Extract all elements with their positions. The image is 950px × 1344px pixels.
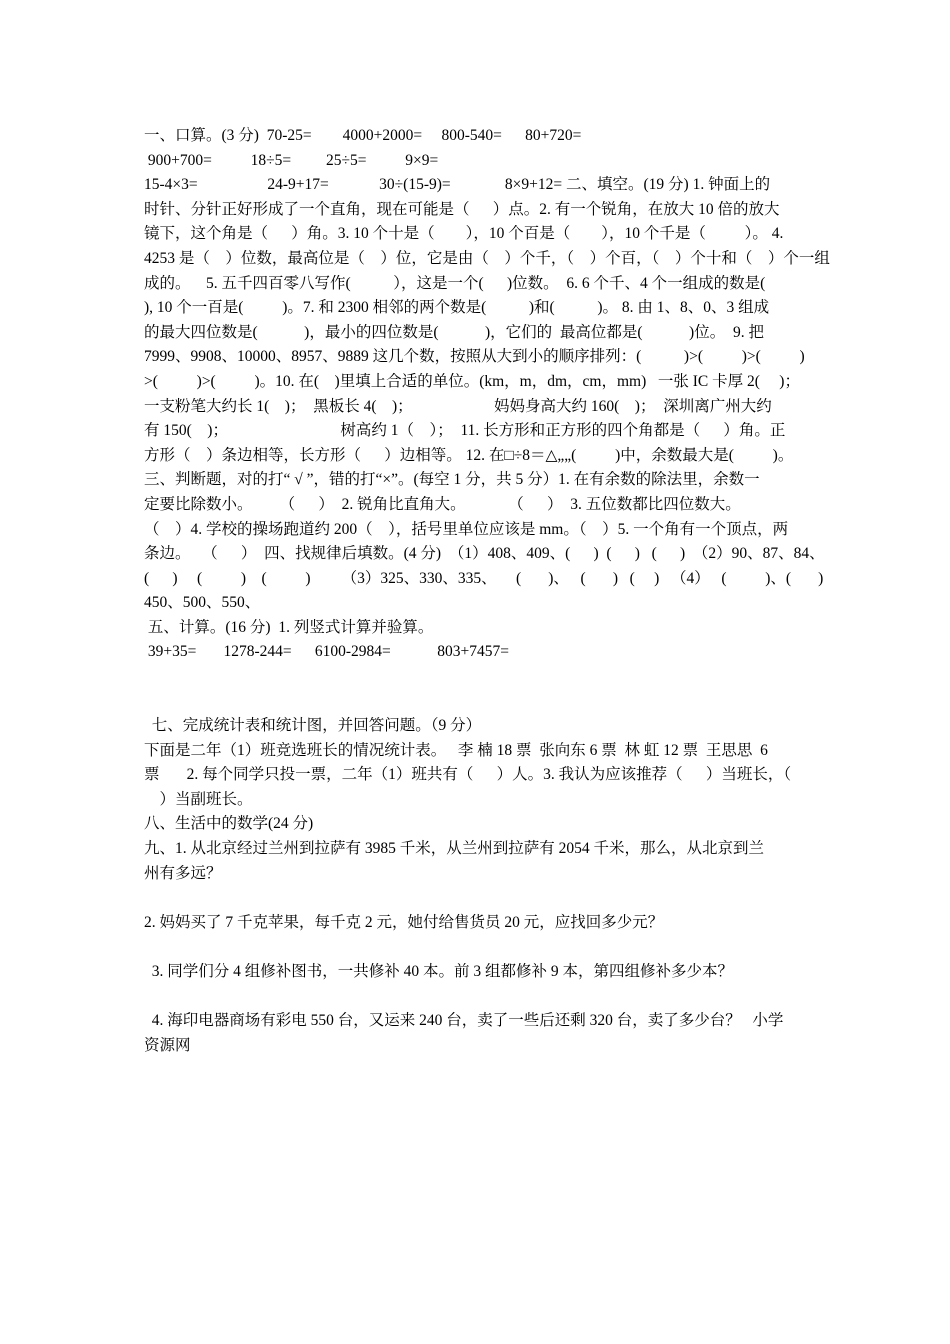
text-line: ), 10 个一百是( )。7. 和 2300 相邻的两个数是( )和( )。 8. 由 1、8、0、3 组成 [144, 299, 770, 317]
text-line: 定要比除数小。 （ ） 2. 锐角比直角大。 （ ） 3. 五位数都比四位数大。 [144, 495, 741, 513]
text-line: 下面是二年（1）班竞选班长的情况统计表。 李 楠 18 票 张向东 6 票 林 虹 12 票 王思思 6 [144, 741, 768, 759]
word-problem-1: 九、1. 从北京经过兰州到拉萨有 3985 千米，从兰州到拉萨有 2054 千米，那么，从北京到兰 [144, 840, 765, 858]
spacer [144, 935, 810, 960]
text-line: 的最大四位数是( )，最小的四位数是( )，它们的 最高位都是( )位。 9. 把 [144, 323, 764, 341]
section-7-heading: 七、完成统计表和统计图，并回答问题。（9 分） [144, 717, 482, 735]
word-problem-2: 2. 妈妈买了 7 千克苹果，每千克 2 元，她付给售货员 20 元，应找回多少元？ [144, 913, 664, 931]
text-line: >( )>( )。10. 在( )里填上合适的单位。(km，m，dm，cm，mm) 一张 IC 卡厚 2( )； [144, 372, 800, 390]
text-line: 900+700= 18÷5= 25÷5= 9×9= [144, 151, 439, 169]
text-line: （ ）4. 学校的操场跑道约 200（ ），括号里单位应该是 mm。（ ）5. 一个角有一个顶点，两 [144, 520, 789, 538]
text-line: 15-4×3= 24-9+17= 30÷(15-9)= 8×9+12= 二、填空。(19 分) 1. 钟面上的 [144, 176, 771, 194]
text-line: 方形（ ）条边相等，长方形（ ）边相等。 12. 在□÷8＝△„„( )中，余数最大是( )。 [144, 446, 794, 464]
text-line: ）当副班长。 [144, 790, 253, 808]
text-line: 450、500、550、 [144, 594, 261, 612]
word-problem-3: 3. 同学们分 4 组修补图书，一共修补 40 本。前 3 组都修补 9 本，第四组修补多少本？ [144, 963, 734, 980]
text-line: 一支粉笔大约长 1( )； 黑板长 4( )； 妈妈身高大约 160( )； 深圳离广州大约 [144, 397, 772, 415]
spacer [144, 985, 810, 1010]
text-line: 4253 是（ ）位数，最高位是（ ）位，它是由（ ）个千，（ ）个百，（ ）个十和（ ）个一组 [144, 249, 830, 267]
text-line: 条边。 （ ） 四、找规律后填数。(4 分) （1）408、409、( ) ( ) ( ) （2）90、87、84、 [144, 545, 825, 563]
text-line: 成的。 5. 五千四百零八写作( ），这是一个( )位数。 6. 6 个千、4 个一组成的数是( [144, 274, 766, 292]
text-line: 镜下，这个角是（ ）角。3. 10 个十是（ ），10 个百是（ ），10 个千是（ ）。 4. [144, 225, 784, 243]
word-problem-4-cont: 资源网 [144, 1036, 191, 1054]
section-8-heading: 八、生活中的数学(24 分) [144, 815, 314, 833]
text-line: 票 2. 每个同学只投一票，二年（1）班共有（ ）人。3. 我认为应该推荐（ ）当班长，（ [144, 766, 792, 784]
spacer [144, 665, 810, 714]
text-line: 一、口算。(3 分) 70-25= 4000+2000= 800-540= 80+720= [144, 127, 582, 144]
text-line: 7999、9908、10000、8957、9889 这几个数，按照从大到小的顺序排列：( )>( )>( ) [144, 348, 805, 366]
spacer [144, 886, 810, 911]
section-5-heading: 五、计算。(16 分) 1. 列竖式计算并验算。 [144, 618, 434, 636]
text-line: 有 150( )； 树高约 1（ ）； 11. 长方形和正方形的四个角都是（ ）角。正 [144, 422, 786, 440]
text-line: 时针、分针正好形成了一个直角，现在可能是（ ）点。2. 有一个锐角，在放大 10 倍的放大 [144, 200, 780, 218]
document-body [144, 124, 830, 1058]
word-problem-1-cont: 州有多远？ [144, 864, 222, 882]
calculation-problems: 39+35= 1278-244= 6100-2984= 803+7457= [144, 643, 510, 661]
text-line: ( ) ( ) ( ) （3）325、330、335、 ( )、 ( ) ( ) （4） ( )、( ) [144, 569, 824, 587]
text-line: 三、判断题，对的打“ √ ”，错的打“×”。(每空 1 分，共 5 分）1. 在有余数的除法里，余数一 [144, 471, 760, 489]
word-problem-4: 4. 海印电器商场有彩电 550 台，又运来 240 台，卖了一些后还剩 320 台，卖了多少台？ 小学 [144, 1012, 784, 1030]
